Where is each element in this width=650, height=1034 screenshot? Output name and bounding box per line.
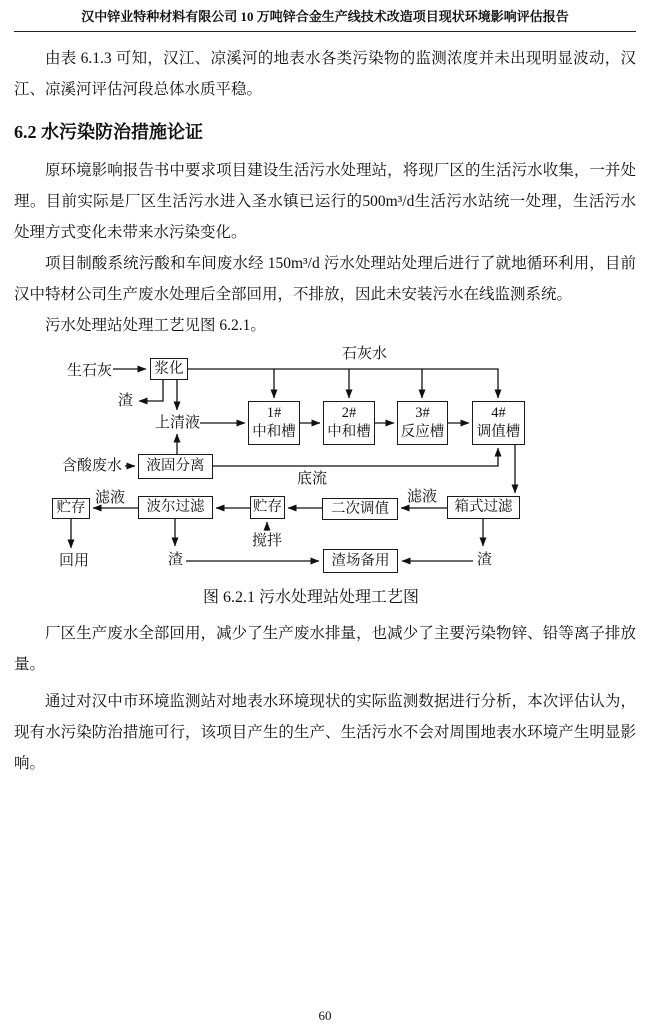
label-lime-water: 石灰水 (342, 346, 388, 362)
paragraph-domestic-sewage: 原环境影响报告书中要求项目建设生活污水处理站，将现厂区的生活污水收集，一并处理。目前实际是厂区生活污水进入圣水镇已运行的500m³/d生活污水站统一处理，生活污水处理方式变化未带来水污染变化。 (14, 162, 636, 241)
paragraph-conclusion: 通过对汉中市环境监测站对地表水环境现状的实际监测数据进行分析，本次评估认为，现有水污染防治措施可行，该项目产生的生产、生活污水不会对周围地表水环境产生明显影响。 (14, 693, 636, 772)
label-slag-right: 渣 (477, 552, 493, 568)
node-storage-mid: 贮存 (250, 496, 285, 519)
figure-caption: 图 6.2.1 污水处理站处理工艺图 (202, 589, 419, 606)
page-header-title: 汉中锌业特种材料有限公司 10 万吨锌合金生产线技术改造项目现状环境影响评估报告 (14, 0, 636, 32)
paragraph-production-wastewater: 项目制酸系统污酸和车间废水经 150m³/d 污水处理站处理后进行了就地循环利用，目前汉中特材公司生产废水处理后全部回用，不排放，因此未安装污水在线监测系统。 (14, 255, 636, 303)
label-filtrate-right: 滤液 (407, 489, 438, 505)
node-neutralization-tank-1 (248, 401, 300, 445)
node-neutralization-tank-2 (323, 401, 375, 445)
paragraph-intro: 由表 6.1.3 可知，汉江、凉溪河的地表水各类污染物的监测浓度并未出现明显波动，汉江、凉溪河评估河段总体水质平稳。 (14, 50, 636, 98)
label-slag-left: 渣 (168, 552, 184, 568)
page-content (0, 43, 650, 341)
tank-name: 中和槽 (252, 424, 296, 440)
tank-name: 中和槽 (327, 424, 371, 440)
paragraph-reuse-effect: 厂区生产废水全部回用，减少了生产废水排量，也减少了主要污染物锌、铅等离子排放量。 (14, 625, 636, 673)
node-liquid-solid-separation: 液固分离 (138, 454, 213, 479)
section-heading-6-2: 6.2 水污染防治措施论证 (14, 122, 203, 142)
label-filtrate-left: 滤液 (95, 490, 126, 506)
tank-number: 3# (415, 405, 430, 421)
node-secondary-adjustment: 二次调值 (322, 498, 398, 520)
tank-number: 4# (491, 405, 506, 421)
node-slurrying: 浆化 (150, 358, 188, 380)
page-number: 60 (318, 1008, 332, 1023)
tank-number: 2# (341, 405, 357, 421)
node-reaction-tank-3 (397, 401, 448, 445)
node-box-filtration: 箱式过滤 (447, 496, 520, 519)
tank-number: 1# (266, 405, 282, 421)
node-bohr-filtration: 波尔过滤 (138, 496, 213, 519)
tank-name: 调值槽 (476, 424, 521, 440)
process-flow-diagram (0, 344, 650, 582)
label-quicklime: 生石灰 (67, 363, 113, 379)
label-reuse: 回用 (59, 553, 90, 569)
node-storage-left: 贮存 (52, 498, 90, 519)
label-supernatant: 上清液 (155, 415, 201, 431)
label-stirring: 搅拌 (252, 533, 283, 549)
label-slag-slurry: 渣 (118, 393, 134, 409)
tank-name: 反应槽 (400, 424, 445, 440)
node-adjustment-tank-4 (472, 401, 525, 445)
node-slag-yard-standby: 渣场备用 (323, 549, 398, 573)
label-acid-wastewater: 含酸废水 (62, 458, 123, 474)
label-underflow: 底流 (297, 471, 328, 487)
page-content-after-figure (0, 618, 650, 779)
paragraph-process-reference: 污水处理站处理工艺见图 6.2.1。 (45, 317, 266, 334)
